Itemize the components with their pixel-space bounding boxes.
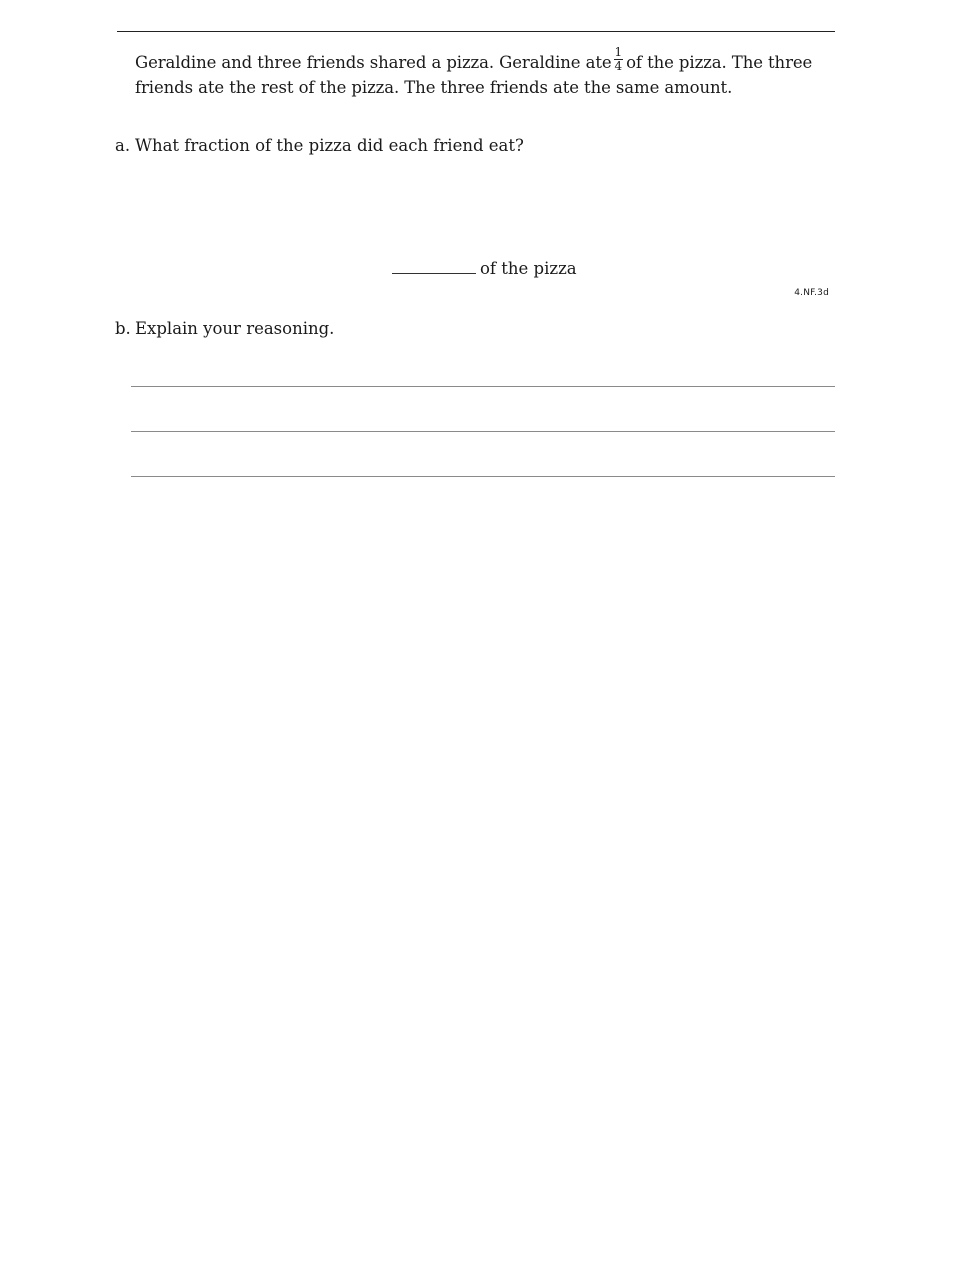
answer-suffix: of the pizza bbox=[480, 259, 577, 278]
answer-blank[interactable] bbox=[392, 256, 476, 274]
fraction-one-fourth bbox=[614, 46, 624, 73]
stem-text-after-fraction: of the pizza. The three bbox=[626, 53, 813, 72]
problem-stem bbox=[135, 45, 835, 99]
part-a bbox=[115, 135, 524, 157]
part-a-letter: a. bbox=[115, 136, 131, 155]
writing-line-1[interactable] bbox=[131, 386, 835, 387]
fraction-denominator: 4 bbox=[614, 59, 623, 73]
stem-text-before-fraction: Geraldine and three friends shared a pizza. Geraldine ate bbox=[135, 53, 612, 72]
writing-line-3[interactable] bbox=[131, 476, 835, 477]
stem-line-2: friends ate the rest of the pizza. The three friends ate the same amount. bbox=[135, 78, 733, 97]
part-b-question: Explain your reasoning. bbox=[135, 319, 335, 338]
part-a-answer bbox=[392, 256, 577, 280]
fraction-numerator: 1 bbox=[614, 45, 623, 59]
stem-line-1 bbox=[135, 45, 835, 77]
standard-code: 4.NF.3d bbox=[794, 288, 829, 298]
part-b bbox=[115, 318, 335, 340]
top-rule bbox=[117, 31, 835, 32]
part-a-question: What fraction of the pizza did each friend eat? bbox=[135, 136, 524, 155]
part-b-letter: b. bbox=[115, 319, 131, 338]
writing-line-2[interactable] bbox=[131, 431, 835, 432]
